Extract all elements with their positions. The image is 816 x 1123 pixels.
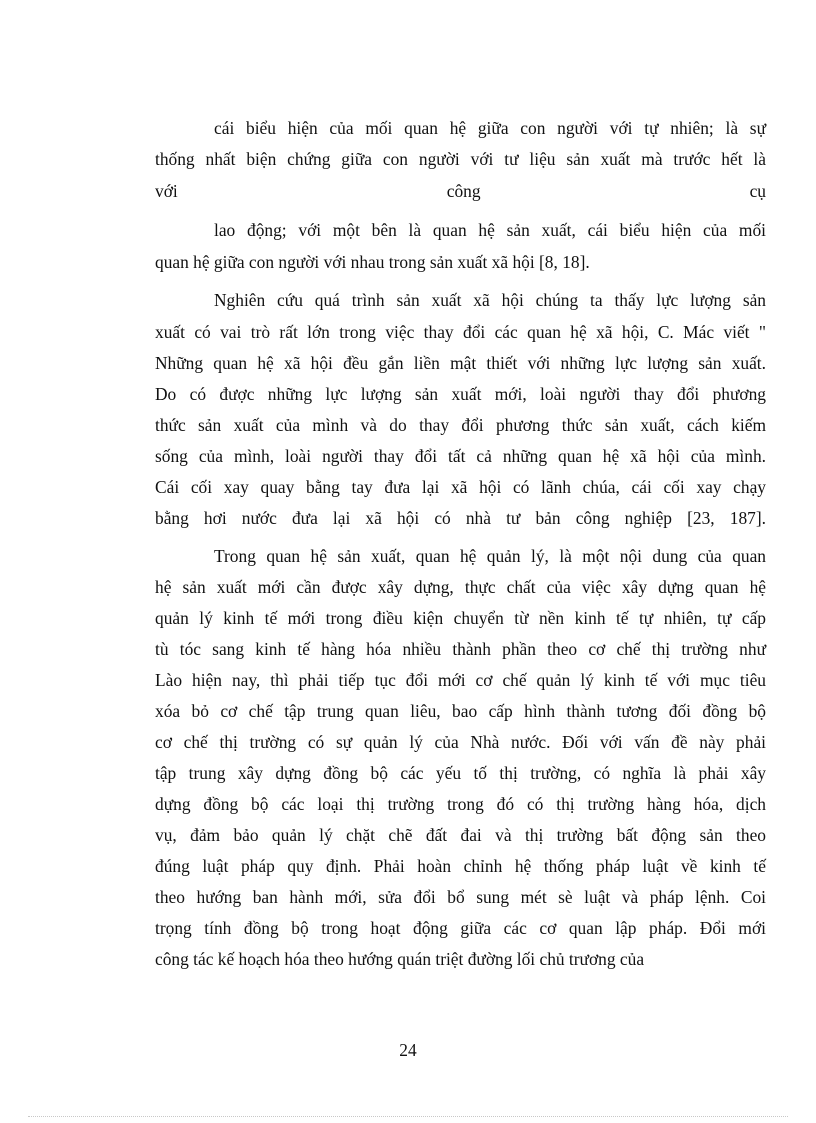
text-line: vụ, đảm bảo quản lý chặt chẽ đất đai và thị trường bất động sản theo	[155, 825, 766, 845]
text-line: quan hệ giữa con người với nhau trong sản xuất xã hội [8, 18].	[155, 252, 590, 272]
text-line: Những quan hệ xã hội đều gắn liền mật thiết với những lực lượng sản xuất.	[155, 353, 766, 373]
text-line: Lào hiện nay, thì phải tiếp tục đổi mới cơ chế quản lý kinh tế với mục tiêu	[155, 670, 766, 690]
page-number: 24	[399, 1040, 417, 1060]
text-line: Nghiên cứu quá trình sản xuất xã hội chúng ta thấy lực lượng sản	[214, 290, 766, 310]
text-line: quản lý kinh tế mới trong điều kiện chuyển từ nền kinh tế tự nhiên, tự cấp	[155, 608, 766, 628]
text-line: cơ chế thị trường có sự quản lý của Nhà nước. Đối với vấn đề này phải	[155, 732, 766, 752]
text-line: tù tóc sang kinh tế hàng hóa nhiều thành phần theo cơ chế thị trường như	[155, 639, 766, 659]
text-line: lao động; với một bên là quan hệ sản xuất, cái biểu hiện của mối	[214, 220, 766, 240]
text-line: thống nhất biện chứng giữa con người với tư liệu sản xuất mà trước hết là	[155, 149, 766, 169]
text-line: bằng hơi nước đưa lại xã hội có nhà tư bản công nghiệp [23, 187].	[155, 508, 766, 528]
text-line: hệ sản xuất mới cần được xây dựng, thực chất của việc xây dựng quan hệ	[155, 577, 766, 597]
text-line: tập trung xây dựng đồng bộ các yếu tố thị trường, có nghĩa là phải xây	[155, 763, 766, 783]
text-line: Cái cối xay quay bằng tay đưa lại xã hội có lãnh chúa, cái cối xay chạy	[155, 477, 766, 497]
text-line: cái biểu hiện của mối quan hệ giữa con người với tự nhiên; là sự	[214, 118, 766, 138]
text-line: dựng đồng bộ các loại thị trường trong đó có thị trường hàng hóa, dịch	[155, 794, 766, 814]
text-line: theo hướng ban hành mới, sửa đổi bổ sung mét sè luật và pháp lệnh. Coi	[155, 887, 766, 907]
text-line: Do có được những lực lượng sản xuất mới, loài người thay đổi phương	[155, 384, 766, 404]
text-line: đúng luật pháp quy định. Phải hoàn chỉnh hệ thống pháp luật về kinh tế	[155, 856, 766, 876]
text-line: công tác kế hoạch hóa theo hướng quán triệt đường lối chủ trương của	[155, 949, 645, 969]
text-line: trọng tính đồng bộ trong hoạt động giữa các cơ quan lập pháp. Đổi mới	[155, 918, 766, 938]
page-bottom-divider	[28, 1116, 788, 1117]
text-line: xóa bỏ cơ chế tập trung quan liêu, bao cấp hình thành tương đối đồng bộ	[155, 701, 766, 721]
text-line: xuất có vai trò rất lớn trong việc thay đổi các quan hệ xã hội, C. Mác viết "	[155, 322, 766, 342]
text-line: Trong quan hệ sản xuất, quan hệ quản lý, là một nội dung của quan	[214, 546, 766, 566]
text-line: thức sản xuất của mình và do thay đổi phương thức sản xuất, cách kiếm	[155, 415, 766, 435]
text-line: với công cụ	[155, 181, 766, 201]
text-line: sống của mình, loài người thay đổi tất cả những quan hệ xã hội của mình.	[155, 446, 766, 466]
